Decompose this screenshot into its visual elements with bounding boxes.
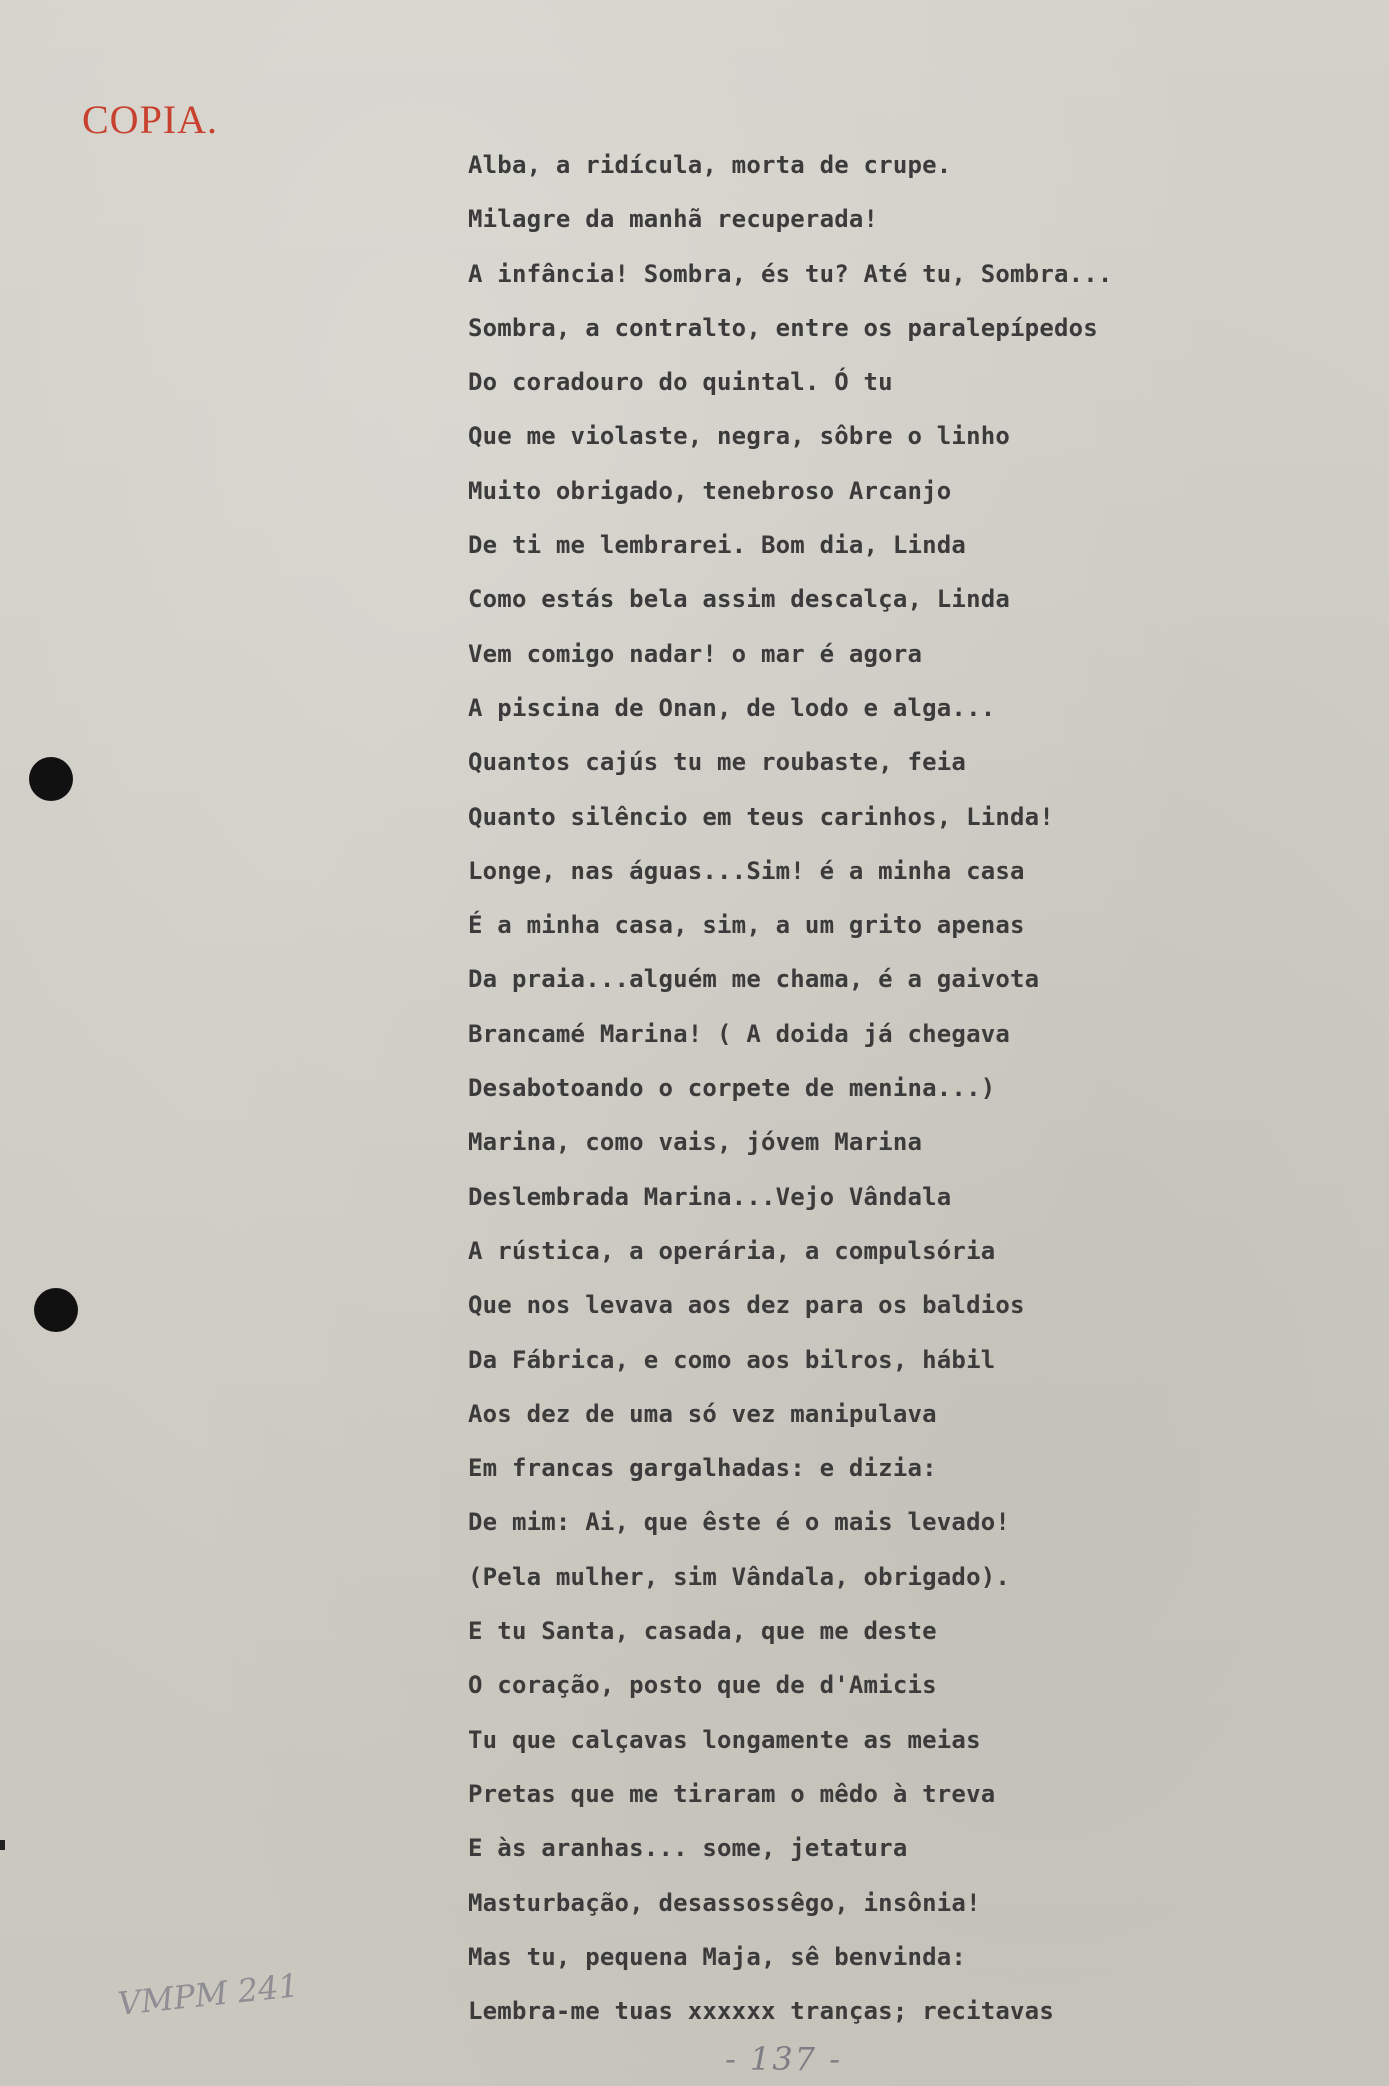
archive-reference-handwritten: VMPM 241 [116,1966,301,2023]
page-number: - 137 - [725,2040,843,2078]
poem-line: Da Fábrica, e como aos bilros, hábil [468,1345,996,1374]
poem-line: Lembra-me tuas xxxxxx tranças; recitavas [468,1997,1054,2026]
poem-line: Quantos cajús tu me roubaste, feia [468,748,967,777]
punch-hole-top [29,757,73,801]
poem-line: Muito obrigado, tenebroso Arcanjo [468,476,952,505]
poem-line: Aos dez de uma só vez manipulava [468,1399,937,1428]
poem-line: Como estás bela assim descalça, Linda [468,585,1011,614]
poem-line: (Pela mulher, sim Vândala, obrigado). [468,1562,1011,1591]
poem-line: Marina, como vais, jóvem Marina [468,1128,923,1157]
poem-line: A rústica, a operária, a compulsória [468,1236,996,1265]
copia-stamp: COPIA. [82,97,219,142]
poem-line: Que nos levava aos dez para os baldios [468,1291,1025,1320]
poem-line: E às aranhas... some, jetatura [468,1834,908,1863]
poem-line: Milagre da manhã recuperada! [468,205,879,234]
poem-line: Brancamé Marina! ( A doida já chegava [468,1019,1011,1048]
poem-line: O coração, posto que de d'Amicis [468,1671,937,1700]
poem-line: Em francas gargalhadas: e dizia: [468,1454,937,1483]
poem-line: Que me violaste, negra, sôbre o linho [468,422,1011,451]
edge-mark [0,1840,5,1850]
poem-text [468,138,1113,2038]
poem-line: De ti me lembrarei. Bom dia, Linda [468,531,967,560]
punch-hole-bottom [34,1288,78,1332]
poem-line: É a minha casa, sim, a um grito apenas [468,911,1025,940]
poem-line: Pretas que me tiraram o mêdo à treva [468,1779,996,1808]
poem-line: Alba, a ridícula, morta de crupe. [468,151,952,179]
poem-line: Vem comigo nadar! o mar é agora [468,639,923,668]
poem-line: Deslembrada Marina...Vejo Vândala [468,1182,952,1211]
poem-line: Tu que calçavas longamente as meias [468,1725,981,1754]
poem-line: Desabotoando o corpete de menina...) [468,1074,996,1103]
poem-line: Quanto silêncio em teus carinhos, Linda! [468,802,1054,831]
poem-line: A piscina de Onan, de lodo e alga... [468,693,996,722]
poem-line: Mas tu, pequena Maja, sê benvinda: [468,1942,967,1971]
poem-line: Sombra, a contralto, entre os paralepípedos [468,313,1098,342]
poem-line: A infância! Sombra, és tu? Até tu, Sombra... [468,259,1113,288]
poem-line: Longe, nas águas...Sim! é a minha casa [468,856,1025,885]
poem-line: Do coradouro do quintal. Ó tu [468,368,893,397]
poem-line: Masturbação, desassossêgo, insônia! [468,1888,981,1917]
poem-line: Da praia...alguém me chama, é a gaivota [468,965,1040,994]
poem-line: De mim: Ai, que êste é o mais levado! [468,1508,1011,1537]
poem-line: E tu Santa, casada, que me deste [468,1617,937,1646]
